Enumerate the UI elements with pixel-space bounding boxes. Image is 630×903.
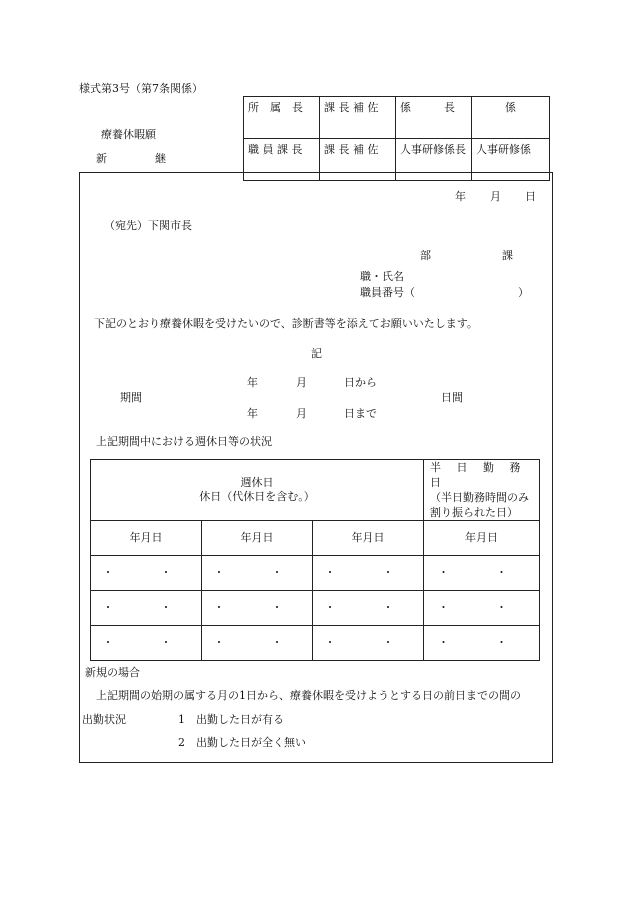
attendance-status-label: 出勤状況 [82, 713, 126, 726]
header-half-day: 半 日 勤 務 日 [430, 461, 527, 489]
col-label: 年月日 [424, 521, 540, 556]
date-cell[interactable]: ・ ・ [424, 556, 540, 591]
header-half-day-note2: 割り振られた日） [430, 506, 519, 519]
option-1-number[interactable]: 1 [178, 713, 185, 726]
week-table-col-labels [91, 521, 540, 556]
approval-cell[interactable] [472, 97, 550, 139]
approval-label: 課 長 補 佐 [324, 143, 379, 156]
approval-label: 係 [505, 101, 516, 114]
date-cell[interactable]: ・ ・ [202, 591, 313, 626]
ki-label: 記 [311, 347, 322, 360]
week-table-header [91, 460, 540, 521]
date-month[interactable]: 月 [490, 190, 501, 203]
employee-number-label: 職員番号（ [360, 286, 415, 299]
period-days[interactable]: 日間 [441, 391, 463, 404]
period-from-month[interactable]: 月 [296, 376, 307, 389]
table-row [91, 626, 540, 661]
period-from-day[interactable]: 日から [344, 376, 377, 389]
approval-label: 職 員 課 長 [248, 143, 303, 156]
header-weekly-holiday: 週休日 [240, 476, 274, 489]
approval-label: 課 長 補 佐 [324, 101, 379, 114]
department-bu[interactable]: 部 [420, 249, 431, 262]
period-to-day[interactable]: 日まで [344, 407, 377, 420]
approval-cell[interactable] [320, 97, 396, 139]
approval-label: 係 長 [400, 101, 455, 114]
continue-label: 継 [155, 152, 166, 165]
new-case-title: 新規の場合 [85, 666, 140, 679]
approval-table [243, 96, 552, 181]
new-label: 新 [96, 152, 107, 165]
new-case-text: 上記期間の始期の属する月の1日から、療養休暇を受けようとする日の前日までの間の [96, 689, 521, 702]
form-title: 療養休暇願 [101, 128, 156, 141]
period-to-month[interactable]: 月 [296, 407, 307, 420]
header-half-day-note1: （半日勤務時間のみ [430, 491, 530, 504]
approval-cell[interactable] [244, 97, 320, 139]
table-row [91, 556, 540, 591]
period-from-year[interactable]: 年 [247, 376, 258, 389]
approval-row-1 [244, 97, 552, 139]
approval-cell[interactable] [396, 97, 472, 139]
date-cell[interactable]: ・ ・ [424, 626, 540, 661]
col-label: 年月日 [202, 521, 313, 556]
date-cell[interactable]: ・ ・ [91, 591, 202, 626]
col-label: 年月日 [313, 521, 424, 556]
period-label: 期間 [120, 391, 142, 404]
option-1-label[interactable]: 出勤した日が有る [196, 713, 284, 726]
department-ka[interactable]: 課 [502, 249, 513, 262]
date-year[interactable]: 年 [455, 190, 466, 203]
request-text: 下記のとおり療養休暇を受けたいので、診断書等を添えてお願いいたします。 [94, 317, 478, 330]
form-id: 様式第3号（第7条関係） [79, 82, 203, 95]
position-name-label: 職・氏名 [360, 270, 404, 283]
weekly-holiday-header [91, 460, 424, 521]
date-day[interactable]: 日 [525, 190, 536, 203]
addressee: （宛先）下関市長 [104, 219, 192, 232]
option-2-label[interactable]: 出勤した日が全く無い [196, 736, 306, 749]
header-holiday-note: 休日（代休日を含む。） [199, 490, 315, 503]
date-cell[interactable]: ・ ・ [313, 556, 424, 591]
date-cell[interactable]: ・ ・ [91, 556, 202, 591]
date-cell[interactable]: ・ ・ [91, 626, 202, 661]
date-cell[interactable]: ・ ・ [313, 626, 424, 661]
week-status-title: 上記期間中における週休日等の状況 [96, 435, 272, 448]
option-2-number[interactable]: 2 [178, 736, 185, 749]
approval-label: 人事研修係長 [400, 143, 466, 156]
date-cell[interactable]: ・ ・ [202, 556, 313, 591]
employee-number-close: ） [518, 286, 529, 299]
approval-label: 人事研修係 [476, 143, 531, 156]
table-row [91, 591, 540, 626]
half-day-header [424, 460, 540, 521]
period-to-year[interactable]: 年 [247, 407, 258, 420]
date-cell[interactable]: ・ ・ [313, 591, 424, 626]
week-status-table [90, 459, 540, 661]
date-cell[interactable]: ・ ・ [424, 591, 540, 626]
date-cell[interactable]: ・ ・ [202, 626, 313, 661]
col-label: 年月日 [91, 521, 202, 556]
approval-label: 所 属 長 [248, 101, 303, 114]
